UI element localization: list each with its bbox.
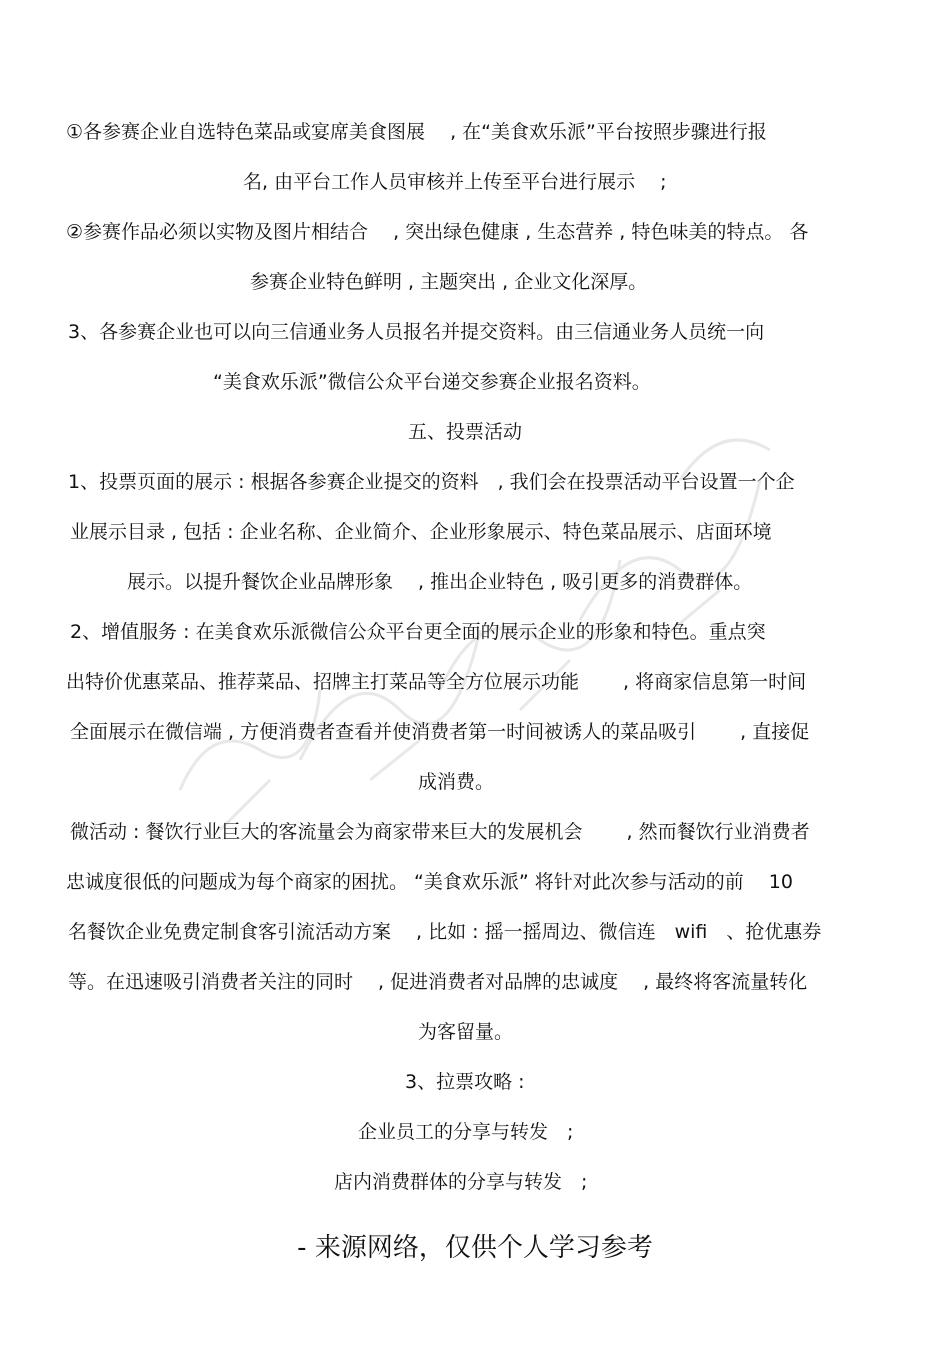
footer-note: - 来源网络，仅供个人学习参考 (297, 1233, 653, 1263)
body-line-9: 业展示目录 , 包括 : 企业名称、企业简介、企业形象展示、特色菜品展示、店面环境 (70, 521, 772, 543)
body-line-17: 名餐饮企业免费定制食客引流活动方案 , 比如 : 摇一摇周边、微信连 wifi 、抢优惠券 (68, 921, 822, 943)
body-line-4: 参赛企业特色鲜明 , 主题突出 , 企业文化深厚。 (250, 271, 648, 293)
body-line-21: 企业员工的分享与转发 ; (358, 1121, 574, 1143)
body-line-6: “美食欢乐派”微信公众平台递交参赛企业报名资料。 (213, 371, 651, 393)
body-line-18: 等。在迅速吸引消费者关注的同时 , 促进消费者对品牌的忠诚度 , 最终将客流量转化 (68, 971, 808, 993)
body-line-11: 2、增值服务 : 在美食欢乐派微信公众平台更全面的展示企业的形象和特色。重点突 (70, 621, 766, 643)
body-line-1: ①各参赛企业自选特色菜品或宴席美食图展 , 在“美食欢乐派”平台按照步骤进行报 (66, 121, 767, 143)
body-line-8: 1、投票页面的展示 : 根据各参赛企业提交的资料 , 我们会在投票活动平台设置一个企 (68, 471, 795, 493)
body-line-12: 出特价优惠菜品、推荐菜品、招牌主打菜品等全方位展示功能 , 将商家信息第一时间 (66, 671, 807, 693)
section-heading: 五、投票活动 (408, 421, 523, 443)
body-line-19: 为客留量。 (418, 1021, 514, 1043)
body-line-13: 全面展示在微信端 , 方便消费者查看并使消费者第一时间被诱人的菜品吸引 , 直接促 (70, 721, 810, 743)
body-line-10: 展示。以提升餐饮企业品牌形象 , 推出企业特色 , 吸引更多的消费群体。 (127, 571, 753, 593)
body-line-5: 3、各参赛企业也可以向三信通业务人员报名并提交资料。由三信通业务人员统一向 (68, 321, 765, 343)
body-line-16: 忠诚度很低的问题成为每个商家的困扰。 “美食欢乐派” 将针对此次参与活动的前 10 (66, 871, 793, 893)
body-line-14: 成消费。 (418, 771, 495, 793)
body-line-3: ②参赛作品必须以实物及图片相结合 , 突出绿色健康 , 生态营养 , 特色味美的特点。 各 (66, 221, 809, 243)
body-line-22: 店内消费群体的分享与转发 ; (334, 1171, 588, 1193)
body-line-15: 微活动 : 餐饮行业巨大的客流量会为商家带来巨大的发展机会 , 然而餐饮行业消费者 (70, 821, 810, 843)
sub-heading: 3、拉票攻略 : (405, 1071, 525, 1093)
body-line-2: 名, 由平台工作人员审核并上传至平台进行展示 ; (243, 171, 667, 193)
